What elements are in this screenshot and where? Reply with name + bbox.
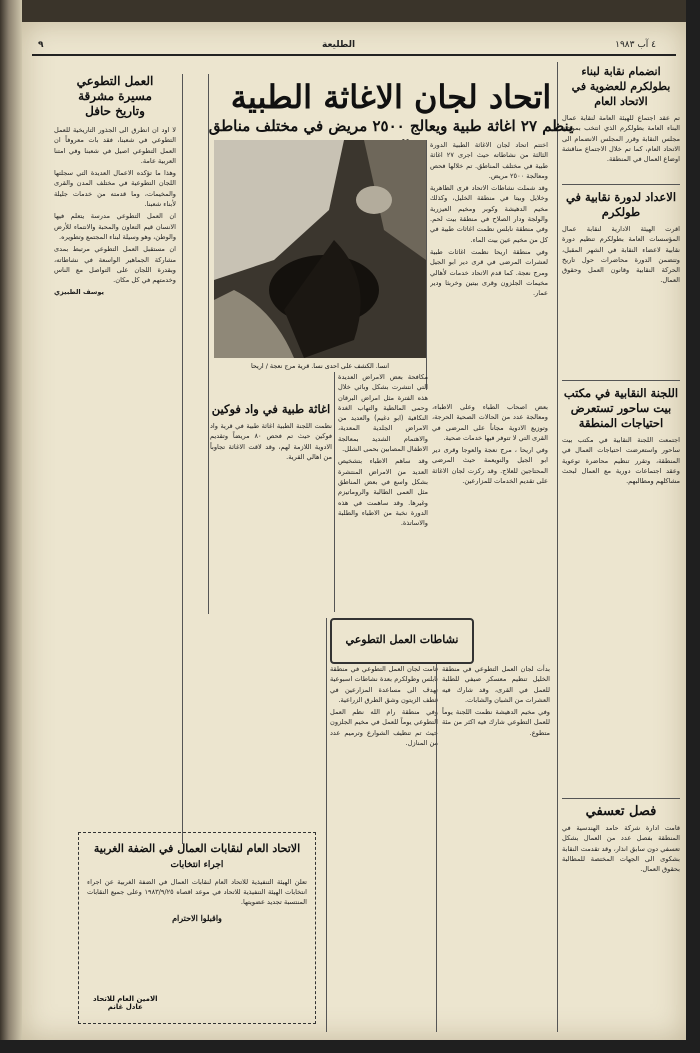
news-photo [214, 140, 426, 358]
right-bottom-text: قامت ادارة شركة حامد الهندسية في المنطقة بفصل عدد من العمال بشكل تعسفي دون سابق انذار، وقد تقدمت النقابة بشكوى الى الجهات المختصة للمطالبة بحقوق العمال. [562, 824, 680, 874]
column-rule [557, 62, 558, 1032]
scan-top-edge [0, 0, 700, 22]
column-rule [182, 74, 183, 844]
left-headline-3: وتاريخ حافل [85, 104, 145, 118]
divider [562, 184, 680, 185]
right-bottom-headline: فصل تعسفي [585, 804, 657, 819]
activities-right-p2: وفي مخيم الدهيشة نظمت اللجنة يوماً للعمل التطوعي شارك فيه اكثر من مئة متطوع. [442, 708, 550, 737]
union-notice-body: تعلن الهيئة التنفيذية للاتحاد العام لنقابات العمال في الضفة الغربية عن اجراء انتخابات الهيئة التنفيذية للاتحاد في موعد اقصاه ١٩٨٣/٩/٢٥ وعلى جميع النقابات المنتسبة تجديد عضويتها. [87, 878, 307, 906]
union-notice-subtitle: اجراء انتخابات [170, 860, 224, 870]
right-second-headline: الاعداد لدورة نقابية في طولكرم [565, 190, 677, 219]
mid-small-article [210, 372, 332, 612]
right-third-text: اجتمعت اللجنة النقابية في مكتب بيت ساحور واستعرضت احتياجات العمال في المنطقة، وتقرر تنظيم محاضرة توعوية وعقد اجتماعات دورية مع العمال لبحث مشاكلهم ومطالبهم. [562, 436, 680, 486]
main-story-col-1 [430, 140, 548, 395]
union-sign-name: عادل غانم [107, 1003, 143, 1011]
left-p2: وهذا ما تؤكده الاعمال العديدة التي سجلتها اللجان التطوعية في مختلف المدن والقرى والمخيمات، وما قدمته من خدمات جليلة لأبناء شعبنا. [54, 169, 176, 209]
issue-date: ٤ آب ١٩٨٣ [615, 40, 656, 50]
left-p4: ان مستقبل العمل التطوعي مرتبط بمدى مشاركة الجماهير الواسعة في نشاطاته، وبقدرة اللجان على التواصل مع الناس وخدمتهم في كل مكان. [54, 245, 176, 285]
activities-right-p1: بدأت لجان العمل التطوعي في منطقة الخليل تنظيم معسكر صيفي للطلبة للعمل في القرى، وقد شارك فيه العشرات من الشبان والشابات. [442, 665, 550, 704]
union-sign-title: الامين العام للاتحاد [93, 995, 158, 1003]
right-top-text: تم عقد اجتماع للهيئة العامة لنقابة عمال البناء العامة بطولكرم الذي انتخب بموجبه مجلس النقابة وقرر المجلس الانضمام الى الاتحاد العام، كما تم خلال الاجتماع مناقشة اوضاع العمال في المنطقة. [562, 114, 680, 164]
activities-left-p1: قامت لجان العمل التطوعي في منطقة نابلس وطولكرم بعدة نشاطات اسبوعية تهدف الى مساعدة المزارعين في قطف الزيتون وشق الطرق الزراعية. [330, 665, 438, 704]
column-rule [334, 372, 335, 612]
column-rule [208, 74, 209, 614]
activities-title-box [330, 618, 474, 664]
union-notice-box [78, 832, 316, 1024]
photo-caption: انسا. الكشف على احدى نسا. قرية مرج نعجة / اريحا [250, 362, 390, 370]
main-col3-p2: وفي اريحا ، مرج نعجة والعوجا وقرى دير ابو الجيل والنويعمة حيث المرضى المحتاجين للعلاج. وقد ركزت لجان الاغاثة على تقديم الخدمات للمزارعين. [432, 446, 548, 486]
page-number: ٩ [38, 40, 44, 50]
main-headline: اتحاد لجان الاغاثة الطبية [230, 78, 552, 116]
scan-right-edge [686, 0, 700, 1053]
left-p3: ان العمل التطوعي مدرسة يتعلم فيها الانسان قيم التعاون والمحبة والانتماء للأرض والوطن، وهو وسيلة لبناء المجتمع وتطويره. [54, 212, 176, 241]
union-notice-title: الاتحاد العام لنقابات العمال في الضفة الغربية [93, 842, 301, 855]
main-col2-p1: مكافحة بعض الامراض العديدة التي انتشرت بشكل وبائي خلال هذه الفترة مثل امراض البرقان وحمى المالطية والتهاب الغدة النكافية (ابو دغيم) والعديد من الامراض الجلدية المعدية، والاهتمام الشديد بمعالجة الاطفال المصابين بحمى الشلل. [338, 373, 428, 454]
left-headline-2: مسيرة مشرقة [78, 89, 152, 103]
left-headline-1: العمل التطوعي [76, 74, 154, 88]
main-col1-p3: وفي منطقة اريحا نظمت اغاثات طبية لعشرات المرضى في قرى دير ابو الجيل ومرج نعجة. كما قدم الاتحاد خدمات لأهالي مخيمات الجلزون وقرى بيتين وخربثا ودير عمار. [430, 247, 548, 298]
mid-small-headline: اغاثة طبية في واد فوكين [211, 402, 331, 416]
paper-name: الطليعة [322, 40, 356, 50]
activities-right [442, 664, 550, 1032]
newspaper-page [22, 22, 686, 1040]
main-col2-p2: وقد ساهم الاطباء بتشخيص العديد من الامراض المنتشرة بشكل واسع في بعض المناطق مثل العمى الطالبة والروماتيزم وغيرها. وقد ساهمت في هذه الدورة نخبة من الاطباء والطلبة والاساتذة. [338, 457, 428, 528]
column-rule [426, 140, 427, 390]
scan-bottom-edge [0, 1040, 700, 1053]
photo-illustration [214, 140, 426, 358]
right-bottom-article [562, 802, 680, 1032]
binding-spine [0, 0, 22, 1053]
left-p1: لا اود ان انطرق الى الجذور التاريخية للعمل التطوعي في شعبنا، فقد بات معروفاً ان العمل التطوعي اصيل في شعبنا وفي امتنا العربية عامة. [54, 126, 176, 165]
main-col1-p1: اختتم اتحاد لجان الاغاثة الطبية الدورة الثالثة من نشاطاته حيث اجرى ٢٧ اغاثة طبية في مختلف المناطق. تم خلالها فحص ومعالجة ٢٥٠٠ مريض. [430, 141, 548, 180]
divider [562, 380, 680, 381]
main-story-col-3 [432, 402, 548, 612]
activities-left [330, 664, 438, 1032]
right-top-article [562, 62, 680, 182]
right-third-headline: اللجنة النقابية في مكتب بيت ساحور تستعرض احتياجات المنطقة [563, 386, 679, 430]
right-third-article [562, 384, 680, 794]
right-second-text: اقرت الهيئة الادارية لنقابة عمال المؤسسات العامة بطولكرم تنظيم دورة نقابية لاعضاء النقابة في الشهر المقبل، وتتضمن الدورة محاضرات حول تاريخ الحركة النقابية وقانون العمل وحقوق العمال. [562, 225, 680, 285]
activities-title: نشاطات العمل التطوعي [345, 633, 459, 646]
main-col1-p2: وقد شملت نشاطات الاتحاد قرى الظاهرية وخلايل وبيتا في منطقة الخليل، وكذلك مخيم الدهيشة وكوبر ومخيم العيزرية والولجة ودار الصلاح في منطقة بيت لحم. وفي منطقة نابلس نظمت اغاثات طبية في كل من مخيم عين بيت الماء. [430, 184, 548, 244]
main-story-col-2 [338, 372, 428, 612]
right-top-headline: انضمام نقابة لبناء بطولكرم للعضوية في الاتحاد العام [571, 65, 671, 108]
union-notice-signature [93, 995, 158, 1011]
left-signature: يوسف الطبيزي [54, 288, 104, 297]
union-notice-closing: واقبلوا الاحترام [172, 913, 222, 923]
main-subheadline: ينظم ٢٧ اغاثة طبية ويعالج ٢٥٠٠ مريض في مختلف مناطق [208, 117, 574, 135]
column-rule [436, 664, 437, 1032]
activities-left-p2: وفي منطقة رام الله نظم العمل التطوعي يوماً للعمل في مخيم الجلزون حيث تم تنظيف الشوارع وترميم عدد من المنازل. [330, 708, 438, 748]
right-second-article [562, 188, 680, 378]
mid-small-text: نظمت اللجنة الطبية اغاثة طبية في قرية واد فوكين حيث تم فحص ٨٠ مريضاً وتقديم الادوية اللازمة لهم، وقد لاقت الاغاثة تجاوباً من اهالي القرية. [210, 422, 332, 461]
main-col3-p1: بعض اصحاب الطباء وعلى الاطباء، ومعالجة عدد من الحالات الصحية الحرجة، وتوزيع الادوية مجاناً على المرضى في القرى التي لا تتوفر فيها خدمات صحية. [432, 403, 548, 442]
column-rule [326, 618, 327, 1032]
divider [562, 798, 680, 799]
left-column-article [54, 74, 176, 844]
page-header [32, 38, 676, 56]
